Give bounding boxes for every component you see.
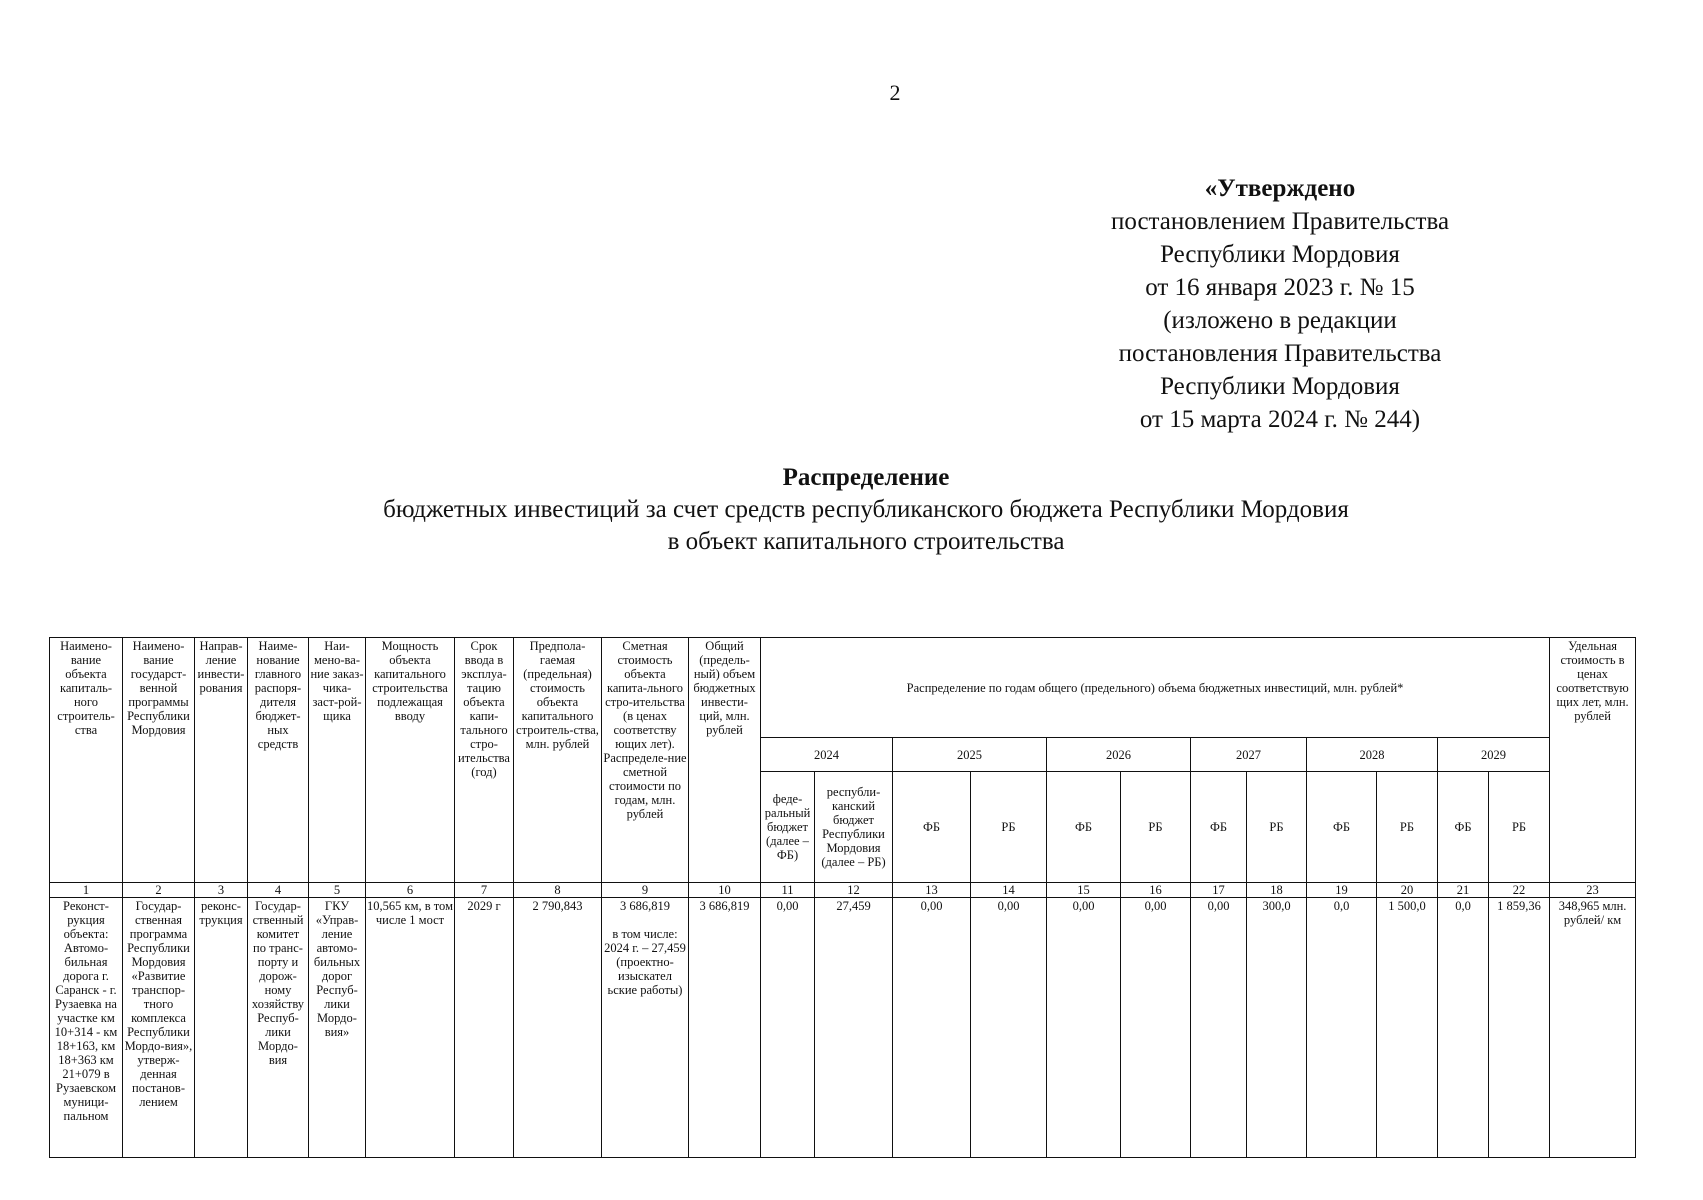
column-number: 12: [815, 883, 893, 898]
header-year: 2024: [761, 738, 893, 772]
header-budget-administrator: Наиме-нование главного распоря-дителя бюджет-ных средств: [248, 638, 309, 883]
cell-commissioning-year: 2029 г: [455, 898, 514, 1158]
approval-line: Республики Мордовия: [1160, 241, 1400, 268]
cell-rb-2027: 300,0: [1247, 898, 1307, 1158]
cell-fb-2024: 0,00: [761, 898, 815, 1158]
cell-investment-direction: реконс-трукция: [195, 898, 248, 1158]
column-number: 21: [1438, 883, 1489, 898]
column-number: 17: [1191, 883, 1247, 898]
header-year: 2028: [1307, 738, 1438, 772]
column-number: 18: [1247, 883, 1307, 898]
header-rb: РБ: [1247, 772, 1307, 883]
header-fb: ФБ: [1307, 772, 1377, 883]
header-total-investment: Общий (предель-ный) объем бюджетных инвести-ций, млн. рублей: [689, 638, 761, 883]
header-rb: РБ: [1489, 772, 1550, 883]
header-fb: ФБ: [1047, 772, 1121, 883]
header-budget-cost: Сметная стоимость объекта капита-льного стро-ительства (в ценах соответству ющих лет). Распределе-ние сметной стоимости по годам, млн. рублей: [602, 638, 689, 883]
header-year: 2025: [893, 738, 1047, 772]
header-customer: Наи-мено-ва-ние заказ-чика-заст-рой-щика: [309, 638, 366, 883]
approval-line: (изложено в редакции: [1163, 307, 1397, 334]
approval-line: Республики Мордовия: [1160, 373, 1400, 400]
column-number: 6: [366, 883, 455, 898]
cell-fb-2026: 0,00: [1047, 898, 1121, 1158]
cell-fb-2025: 0,00: [893, 898, 971, 1158]
column-number: 16: [1121, 883, 1191, 898]
header-capacity: Мощность объекта капитального строительства подлежащая вводу: [366, 638, 455, 883]
budget-cost-note: в том числе: 2024 г. – 27,459 (проектно-изыскател ьские работы): [604, 927, 686, 997]
column-number: 3: [195, 883, 248, 898]
column-number: 11: [761, 883, 815, 898]
cell-fb-2029: 0,0: [1438, 898, 1489, 1158]
column-number: 5: [309, 883, 366, 898]
header-rb: республи-канский бюджет Республики Мордовия (далее – РБ): [815, 772, 893, 883]
column-number: 19: [1307, 883, 1377, 898]
column-number: 8: [514, 883, 602, 898]
cell-program-name: Государ-ственная программа Республики Мордовия «Развитие транспор-тного комплекса Республики Мордо-вия», утверж-денная постанов-лением: [123, 898, 195, 1158]
table-row: [50, 898, 1636, 1158]
budget-cost-value: 3 686,819: [620, 899, 670, 913]
column-number: 1: [50, 883, 123, 898]
column-number-row: [50, 883, 1636, 898]
header-rb: РБ: [1377, 772, 1438, 883]
header-program-name: Наимено-вание государст-венной программы Республики Мордовия: [123, 638, 195, 883]
header-rb: РБ: [971, 772, 1047, 883]
header-estimated-cost: Предпола-гаемая (предельная) стоимость объекта капитального строитель-ства, млн. рублей: [514, 638, 602, 883]
column-number: 14: [971, 883, 1047, 898]
cell-fb-2028: 0,0: [1307, 898, 1377, 1158]
document-title-main: Распределение: [782, 464, 950, 491]
cell-object-name: Реконст-рукция объекта: Автомо-бильная дорога г. Саранск - г. Рузаевка на участке км 10+314 - км 18+163, км 18+363 км 21+079 в Рузаевском муници-пальном: [50, 898, 123, 1158]
approval-line: от 16 января 2023 г. № 15: [1145, 274, 1415, 301]
header-object-name: Наимено-вание объекта капиталь-ного строитель-ства: [50, 638, 123, 883]
approval-line: от 15 марта 2024 г. № 244): [1139, 406, 1421, 433]
column-number: 4: [248, 883, 309, 898]
header-year: 2029: [1438, 738, 1550, 772]
cell-customer: ГКУ «Управ-ление автомо-бильных дорог Респуб-лики Мордо-вия»: [309, 898, 366, 1158]
column-number: 10: [689, 883, 761, 898]
approval-title: «Утверждено: [1204, 175, 1356, 202]
document-title-line: бюджетных инвестиций за счет средств республиканского бюджета Республики Мордовия: [383, 496, 1349, 523]
column-number: 13: [893, 883, 971, 898]
column-number: 7: [455, 883, 514, 898]
document-title-line: в объект капитального строительства: [667, 528, 1065, 555]
approval-line: постановления Правительства: [1118, 340, 1442, 367]
cell-rb-2029: 1 859,36: [1489, 898, 1550, 1158]
cell-rb-2025: 0,00: [971, 898, 1047, 1158]
column-number: 22: [1489, 883, 1550, 898]
cell-budget-cost: [602, 898, 689, 1158]
header-fb: ФБ: [893, 772, 971, 883]
header-investment-direction: Направ-ление инвести-рования: [195, 638, 248, 883]
cell-estimated-cost: 2 790,843: [514, 898, 602, 1158]
header-fb: ФБ: [1438, 772, 1489, 883]
approval-stamp: [1080, 172, 1480, 436]
page-number: 2: [889, 80, 901, 105]
header-year: 2027: [1191, 738, 1307, 772]
header-distribution: Распределение по годам общего (предельного) объема бюджетных инвестиций, млн. рублей*: [761, 638, 1550, 738]
header-rb: РБ: [1121, 772, 1191, 883]
column-number: 23: [1550, 883, 1636, 898]
column-number: 20: [1377, 883, 1438, 898]
header-year: 2026: [1047, 738, 1191, 772]
investment-grid: [49, 637, 1636, 1158]
header-fb: ФБ: [1191, 772, 1247, 883]
cell-unit-cost: 348,965 млн. рублей/ км: [1550, 898, 1636, 1158]
cell-rb-2026: 0,00: [1121, 898, 1191, 1158]
column-number: 9: [602, 883, 689, 898]
document-title: [0, 462, 1703, 558]
cell-rb-2028: 1 500,0: [1377, 898, 1438, 1158]
cell-capacity: 10,565 км, в том числе 1 мост: [366, 898, 455, 1158]
investment-table: [49, 637, 1636, 1158]
cell-budget-administrator: Государ-ственный комитет по транс-порту и дорож-ному хозяйству Респуб-лики Мордо-вия: [248, 898, 309, 1158]
header-fb: феде-ральный бюджет (далее – ФБ): [761, 772, 815, 883]
approval-line: постановлением Правительства: [1110, 208, 1450, 235]
header-commissioning-year: Срок ввода в эксплуа-тацию объекта капи-тального стро-ительства (год): [455, 638, 514, 883]
column-number: 15: [1047, 883, 1121, 898]
cell-total-investment: 3 686,819: [689, 898, 761, 1158]
cell-rb-2024: 27,459: [815, 898, 893, 1158]
cell-fb-2027: 0,00: [1191, 898, 1247, 1158]
header-unit-cost: Удельная стоимость в ценах соответствую щих лет, млн. рублей: [1550, 638, 1636, 883]
column-number: 2: [123, 883, 195, 898]
